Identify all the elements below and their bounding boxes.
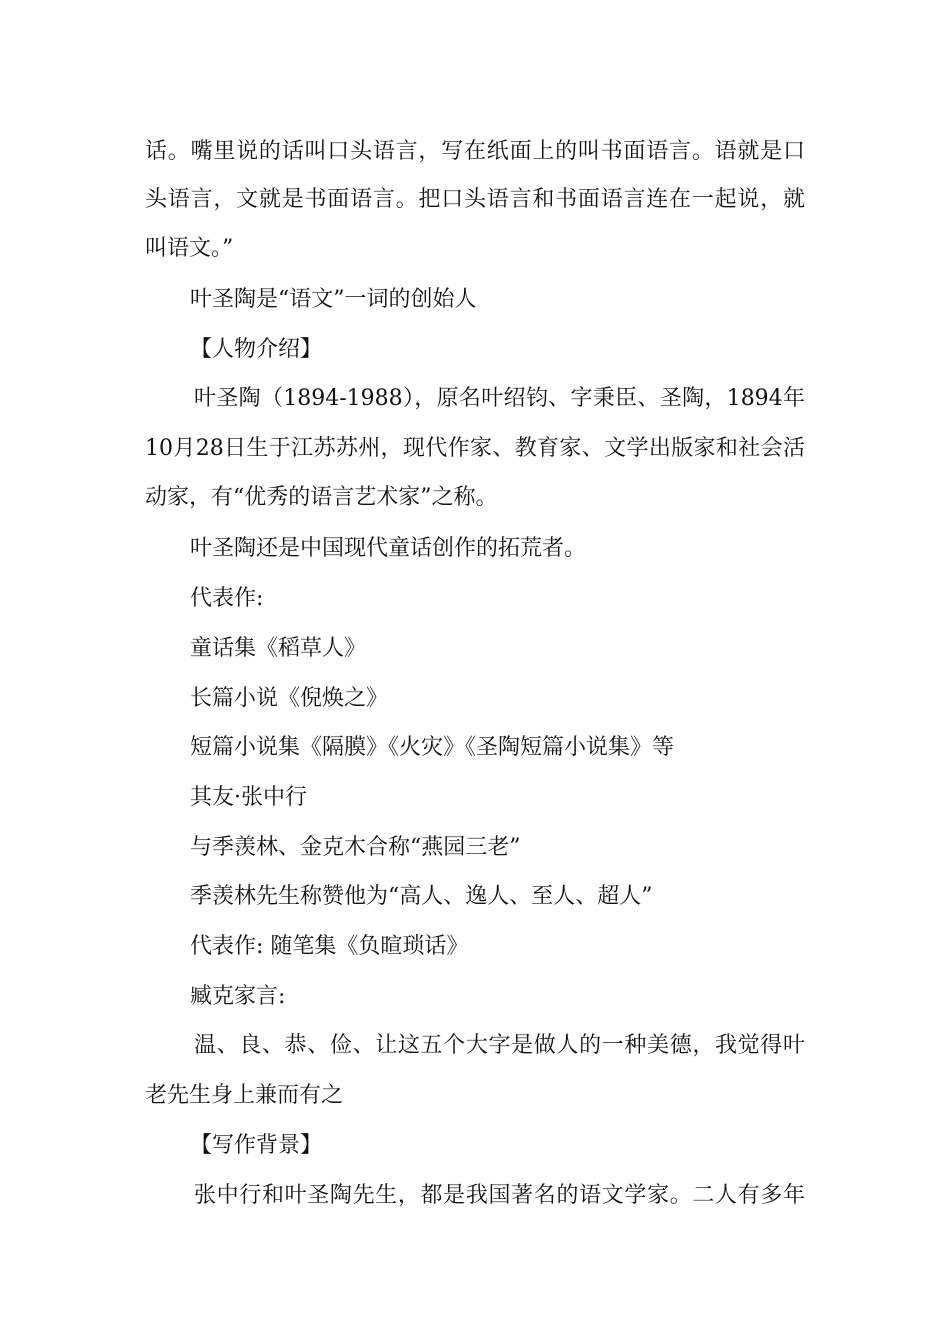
paragraph: 代表作: 随笔集《负暄琐话》 (190, 934, 469, 959)
paragraph: 与季羡林、金克木合称“燕园三老” (190, 835, 521, 860)
paragraph: 代表作: (190, 586, 264, 611)
paragraph: 臧克家言: (190, 984, 286, 1009)
paragraph: 长篇小说《倪焕之》 (190, 686, 389, 711)
paragraph: 叶圣陶是“语文”一词的创始人 (190, 287, 477, 312)
paragraph: 童话集《稻草人》 (190, 636, 367, 661)
paragraph-line: 张中行和叶圣陶先生，都是我国著名的语文学家。二人有多年 (194, 1183, 805, 1208)
paragraph-line: 10月28日生于江苏苏州，现代作家、教育家、文学出版家和社会活 (145, 436, 805, 461)
paragraph-line: 动家，有“优秀的语言艺术家”之称。 (145, 485, 498, 510)
paragraph-line: 叫语文。” (145, 236, 234, 261)
paragraph-line: 头语言，文就是书面语言。把口头语言和书面语言连在一起说，就 (145, 187, 805, 212)
paragraph: 季羡林先生称赞他为“高人、逸人、至人、超人” (190, 884, 653, 909)
paragraph-line: 话。嘴里说的话叫口头语言，写在纸面上的叫书面语言。语就是口 (145, 139, 805, 164)
section-heading-person: 【人物介绍】 (190, 337, 323, 362)
paragraph-line: 温、良、恭、俭、让这五个大字是做人的一种美德，我觉得叶 (194, 1033, 805, 1058)
paragraph-line: 叶圣陶（1894-1988），原名叶绍钧、字秉臣、圣陶，1894年 (194, 386, 805, 411)
paragraph: 其友·张中行 (190, 785, 307, 810)
section-heading-background: 【写作背景】 (190, 1133, 323, 1158)
paragraph: 叶圣陶还是中国现代童话创作的拓荒者。 (190, 536, 587, 561)
paragraph-line: 老先生身上兼而有之 (145, 1083, 344, 1108)
paragraph: 短篇小说集《隔膜》《火灾》《圣陶短篇小说集》等 (190, 735, 675, 760)
